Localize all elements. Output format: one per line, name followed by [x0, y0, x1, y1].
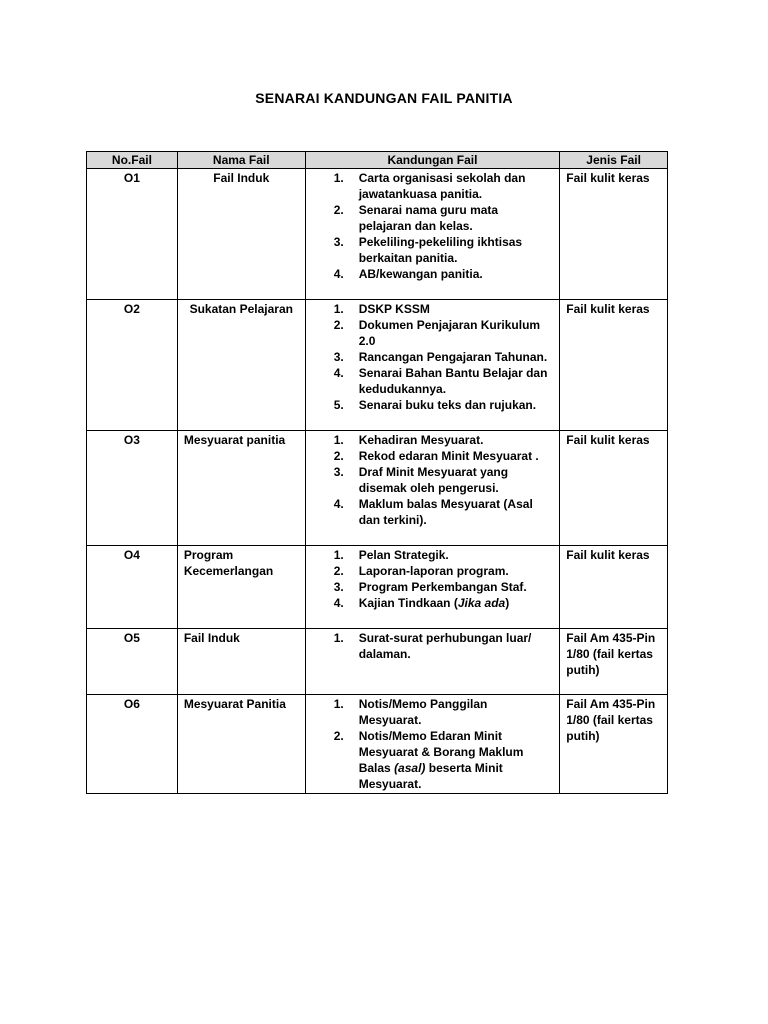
header-jenis-fail: Jenis Fail — [560, 152, 668, 169]
file-name: Fail Induk — [177, 629, 305, 695]
header-kandungan-fail: Kandungan Fail — [305, 152, 560, 169]
list-item: 1. DSKP KSSM — [333, 302, 430, 316]
file-contents — [305, 629, 560, 695]
list-item: 3. Program Perkembangan Staf. — [333, 580, 527, 594]
table-row — [87, 169, 668, 300]
file-contents — [305, 431, 560, 546]
file-contents — [305, 169, 560, 300]
file-number: O3 — [87, 431, 178, 546]
file-name: Fail Induk — [177, 169, 305, 300]
list-item: 4. Maklum balas Mesyuarat (Asal dan terkini). — [333, 497, 533, 527]
list-item: 2. Rekod edaran Minit Mesyuarat . — [333, 449, 539, 463]
file-number: O6 — [87, 695, 178, 794]
table-header-row — [87, 152, 668, 169]
list-item: 2. Notis/Memo Edaran Minit Mesyuarat & Borang Maklum Balas (asal) beserta Minit Mesyuarat. — [333, 729, 524, 791]
table-row — [87, 431, 668, 546]
file-type: Fail kulit keras — [560, 431, 668, 546]
file-type: Fail kulit keras — [560, 300, 668, 431]
file-contents — [305, 546, 560, 629]
file-name: Program Kecemerlangan — [177, 546, 305, 629]
table-row — [87, 695, 668, 794]
file-contents — [305, 695, 560, 794]
file-type: Fail Am 435-Pin 1/80 (fail kertas putih) — [560, 629, 668, 695]
file-contents — [305, 300, 560, 431]
list-item: 3. Draf Minit Mesyuarat yang disemak oleh pengerusi. — [333, 465, 509, 495]
header-no-fail: No.Fail — [87, 152, 178, 169]
table-row — [87, 629, 668, 695]
list-item: 5. Senarai buku teks dan rujukan. — [333, 398, 537, 412]
list-item: 1. Carta organisasi sekolah dan jawatankuasa panitia. — [333, 171, 526, 201]
file-name: Sukatan Pelajaran — [177, 300, 305, 431]
header-nama-fail: Nama Fail — [177, 152, 305, 169]
file-number: O4 — [87, 546, 178, 629]
list-item: 1. Kehadiran Mesyuarat. — [333, 433, 484, 447]
list-item: 1. Notis/Memo Panggilan Mesyuarat. — [333, 697, 488, 727]
file-contents-table — [86, 151, 668, 794]
list-item: 1. Pelan Strategik. — [333, 548, 449, 562]
list-item: 4. AB/kewangan panitia. — [333, 267, 483, 281]
file-type: Fail kulit keras — [560, 169, 668, 300]
file-number: O2 — [87, 300, 178, 431]
file-name: Mesyuarat panitia — [177, 431, 305, 546]
file-type: Fail kulit keras — [560, 546, 668, 629]
file-number: O5 — [87, 629, 178, 695]
table-row — [87, 300, 668, 431]
file-name: Mesyuarat Panitia — [177, 695, 305, 794]
table-row — [87, 546, 668, 629]
list-item: 2. Dokumen Penjajaran Kurikulum 2.0 — [333, 318, 541, 348]
list-item: 3. Rancangan Pengajaran Tahunan. — [333, 350, 548, 364]
list-item: 2. Laporan-laporan program. — [333, 564, 509, 578]
list-item: 1. Surat-surat perhubungan luar/ dalaman. — [333, 631, 532, 661]
file-type: Fail Am 435-Pin 1/80 (fail kertas putih) — [560, 695, 668, 794]
list-item: 3. Pekeliling-pekeliling ikhtisas berkaitan panitia. — [333, 235, 523, 265]
list-item: 4. Senarai Bahan Bantu Belajar dan kedudukannya. — [333, 366, 548, 396]
page-title: SENARAI KANDUNGAN FAIL PANITIA — [255, 90, 513, 106]
list-item: 4. Kajian Tindkaan (Jika ada) — [333, 596, 510, 610]
list-item: 2. Senarai nama guru mata pelajaran dan kelas. — [333, 203, 499, 233]
file-number: O1 — [87, 169, 178, 300]
